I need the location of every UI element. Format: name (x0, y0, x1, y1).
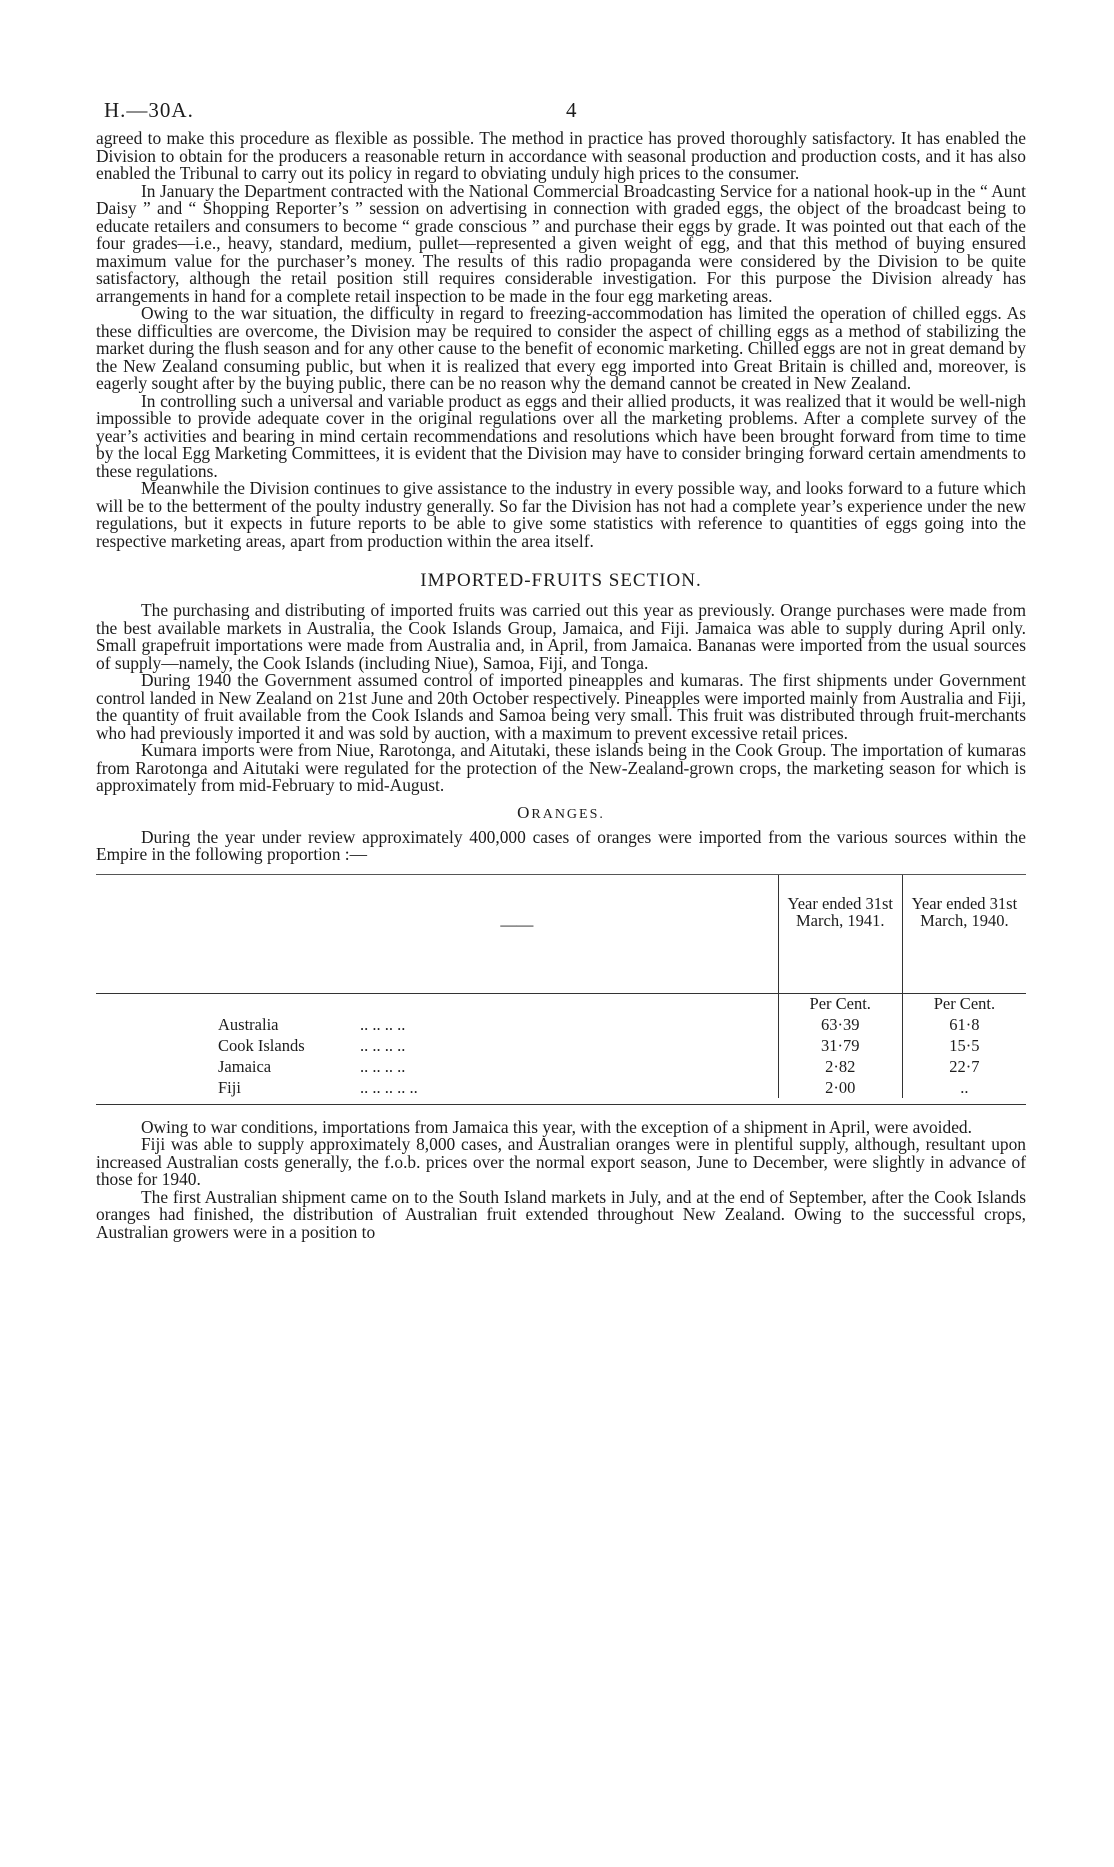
row-label: Fiji (218, 1077, 241, 1097)
orange-imports-table (96, 875, 1026, 1098)
paragraph: During 1940 the Government assumed control of imported pineapples and kumaras. The first shipments under Government control landed in New Zealand on 21st June and 20th October respectively. Pineapples were imported mainly from Australia and Fiji, the quantity of fruit available from the Cook Islands and Samoa being very small. This fruit was distributed through fruit-merchants who had previously imported it and was sold by auction, with a maximum to prevent excessive retail prices. (96, 670, 1026, 743)
paragraph: Owing to war conditions, importations from Jamaica this year, with the exception of a shipment in April, were avoided. (141, 1116, 972, 1137)
value-1941: 63·39 (778, 1014, 902, 1035)
blank-header-dash: —— (500, 914, 534, 934)
leader-dots: .. .. .. .. (360, 1014, 406, 1034)
unit-label-1941: Per Cent. (778, 993, 902, 1014)
oranges-section (96, 1116, 1026, 1242)
leader-dots: .. .. .. .. (360, 1056, 406, 1076)
column-header-1941: Year ended 31st March, 1941. (787, 893, 894, 930)
eggs-section-continued (96, 130, 1026, 550)
subsection-heading-cap: O (517, 802, 532, 822)
value-1941: 2·00 (778, 1077, 902, 1098)
page-number: 4 (566, 98, 577, 122)
value-1940: 22·7 (902, 1056, 1026, 1077)
page-header (96, 96, 1026, 130)
section-heading: IMPORTED-FRUITS SECTION. (420, 570, 702, 591)
row-label: Jamaica (218, 1056, 272, 1076)
unit-label-1940: Per Cent. (902, 993, 1026, 1014)
row-label: Australia (218, 1014, 279, 1034)
table-row (96, 1035, 1026, 1056)
paragraph: The purchasing and distributing of imported fruits was carried out this year as previously. Orange purchases were made from the best available markets in Australia, the Cook Islands Group, Jamaica, and Fiji. Jamaica was able to supply during April only. Small grapefruit importations were made from Australia and, in April, from Jamaica. Bananas were imported from the usual sources of supply—namely, the Cook Islands (including Niue), Samoa, Fiji, and Tonga. (96, 600, 1026, 673)
table-row (96, 1056, 1026, 1077)
leader-dots: .. .. .. .. (360, 1035, 406, 1055)
value-1940: 15·5 (902, 1035, 1026, 1056)
imported-fruits-section (96, 602, 1026, 795)
value-1940: .. (902, 1077, 1026, 1098)
subsection-heading (96, 803, 1026, 823)
paragraph: During the year under review approximately 400,000 cases of oranges were imported from the various sources within the Empire in the following proportion :— (96, 826, 1026, 864)
paragraph: Owing to the war situation, the difficulty in regard to freezing-accommodation has limited the operation of chilled eggs. As these difficulties are overcome, the Division may be required to consider the aspect of chilling eggs as a method of stabilizing the market during the flush season and for any other cause to the benefit of economic marketing. Chilled eggs are not in great demand by the New Zealand consuming public, but when it is realized that every egg imported into Great Britain is chilled and, moreover, is eagerly sought after by the buying public, there can be no reason why the demand cannot be created in New Zealand. (96, 303, 1026, 393)
paragraph: In controlling such a universal and variable product as eggs and their allied products, it was realized that it would be well-nigh impossible to provide adequate cover in the original regulations over all the marketing problems. After a complete survey of the year’s activities and bearing in mind certain recommendations and resolutions which have been brought forward from time to time by the local Egg Marketing Committees, it is evident that the Division may have to consider bringing forward certain amendments to these regulations. (96, 390, 1026, 481)
paragraph: In January the Department contracted with the National Commercial Broadcasting Service for a national hook-up in the “ Aunt Daisy ” and “ Shopping Reporter’s ” session on advertising in connection with graded eggs, the object of the broadcast being to educate retailers and consumers to become “ grade conscious ” and purchase their eggs by grade. It was pointed out that each of the four grades—i.e., heavy, standard, medium, pullet—represented a given weight of egg, and that this method of buying ensured maximum value for the purchaser’s money. The results of this radio propaganda were considered by the Division to be quite satisfactory, although the retail position still requires considerable investigation. For this purpose the Division already has arrangements in hand for a complete retail inspection to be made in the four egg marketing areas. (96, 180, 1026, 306)
table-unit-row (96, 993, 1026, 1014)
document-page (96, 96, 1026, 1241)
table-header-row (96, 875, 1026, 994)
value-1940: 61·8 (902, 1014, 1026, 1035)
row-label: Cook Islands (218, 1035, 305, 1055)
table-row (96, 1077, 1026, 1098)
value-1941: 31·79 (778, 1035, 902, 1056)
paragraph: The first Australian shipment came on to the South Island markets in July, and at the end of September, after the Cook Islands oranges had finished, the distribution of Australian fruit extended throughout New Zealand. Owing to the successful crops, Australian growers were in a position to (96, 1186, 1026, 1242)
paragraph: Kumara imports were from Niue, Rarotonga, and Aitutaki, these islands being in the Cook Group. The importation of kumaras from Rarotonga and Aitutaki were regulated for the protection of the New-Zealand-grown crops, the marketing season for which is approximately from mid-February to mid-August. (96, 740, 1026, 795)
column-header-1940: Year ended 31st March, 1940. (911, 893, 1018, 930)
paragraph: agreed to make this procedure as flexible as possible. The method in practice has proved thoroughly satisfactory. It has enabled the Division to obtain for the producers a reasonable return in accordance with seasonal production and production costs, and it has also enabled the Tribunal to carry out its policy in regard to obviating unduly high prices to the consumer. (96, 128, 1026, 183)
paragraph: Meanwhile the Division continues to give assistance to the industry in every possible way, and looks forward to a future which will be to the betterment of the poulty industry generally. So far the Division has not had a complete year’s experience under the new regulations, but it expects in future reports to be able to give some statistics with reference to quantities of eggs going into the respective marketing areas, apart from production within the area itself. (96, 478, 1026, 551)
document-reference: H.—30A. (104, 98, 194, 122)
subsection-heading-rest: RANGES. (531, 806, 605, 822)
paragraph: Fiji was able to supply approximately 8,000 cases, and Australian oranges were in plentiful supply, although, resultant upon increased Australian costs generally, the f.o.b. prices over the normal export season, June to December, were slightly in advance of those for 1940. (96, 1134, 1026, 1189)
table-bottom-rule (96, 1104, 1026, 1105)
leader-dots: .. .. .. .. .. (360, 1077, 418, 1097)
value-1941: 2·82 (778, 1056, 902, 1077)
table-row (96, 1014, 1026, 1035)
